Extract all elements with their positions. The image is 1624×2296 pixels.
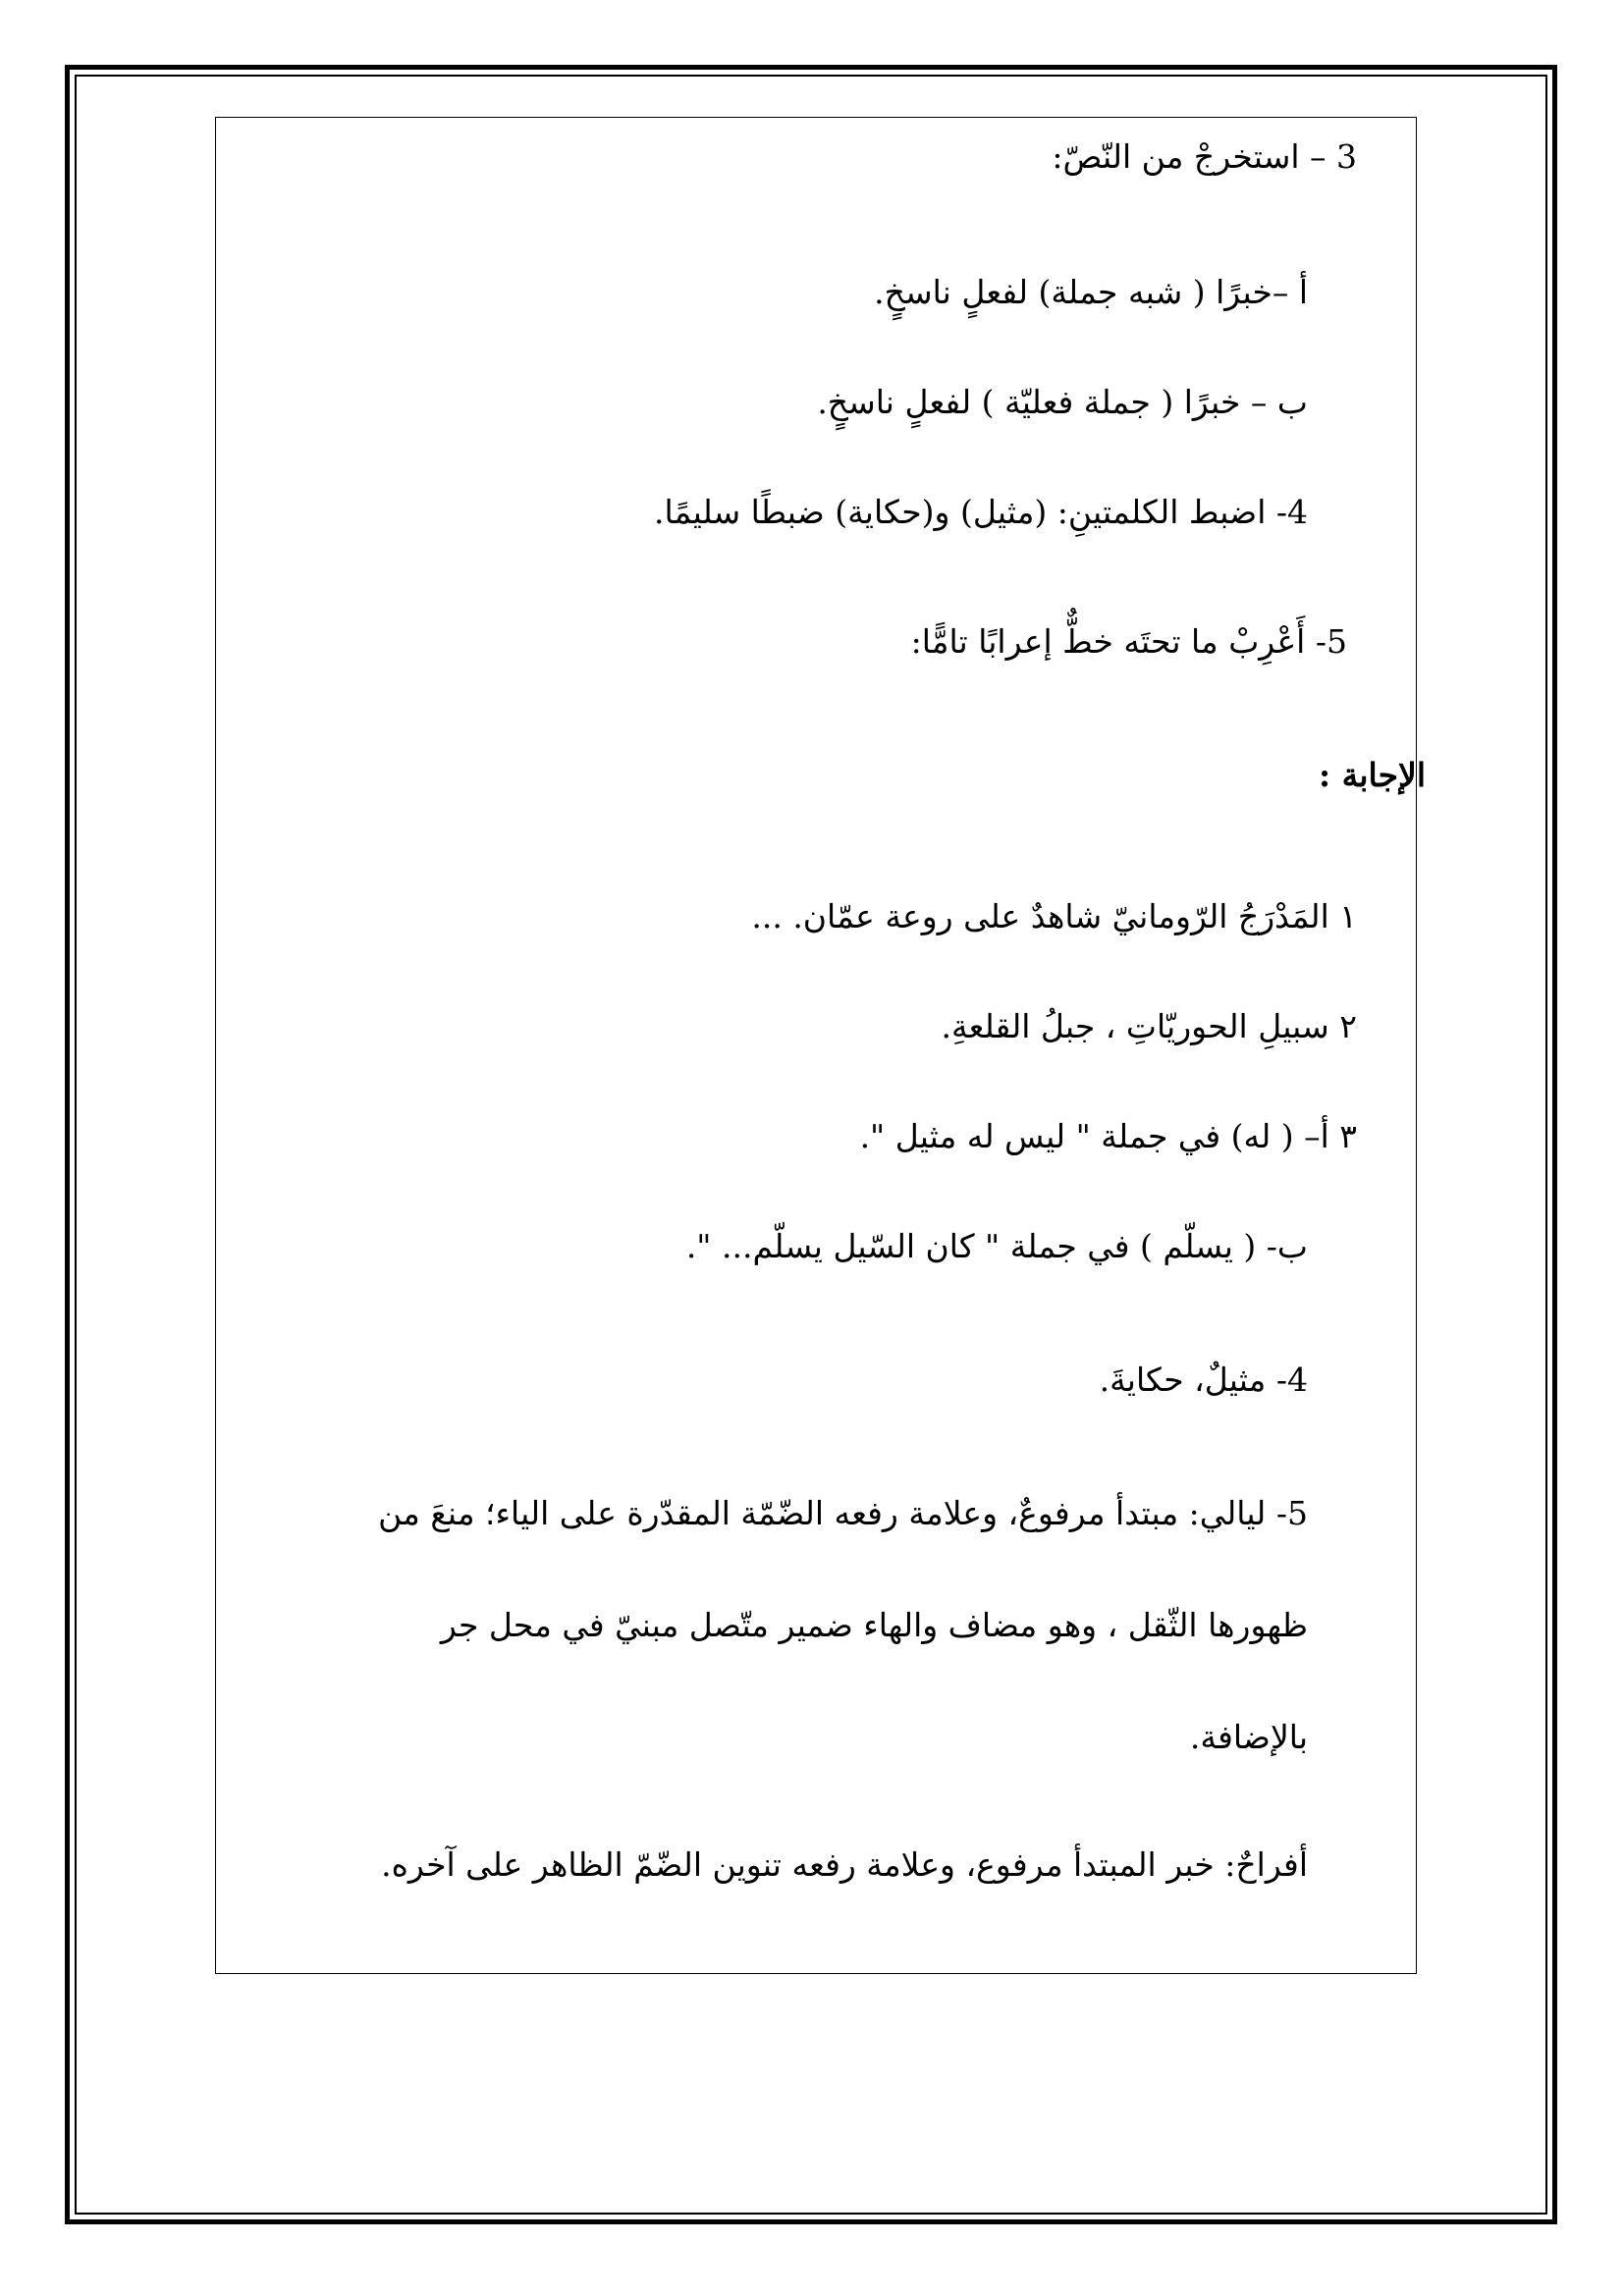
content-box (215, 117, 1426, 1974)
question-3-title: 3 – استخرجْ من النّصّ: (1052, 137, 1357, 176)
answer-1: ١ المَدْرَجُ الرّومانيّ شاهدٌ على روعة عمّان. ... (751, 897, 1357, 935)
answer-2: ٢ سبيلِ الحوريّاتِ ، جبلُ القلعةِ. (941, 1007, 1357, 1045)
answer-3-part-a: ٣ أ– ( له) في جملة " ليس له مثيل ". (859, 1117, 1357, 1155)
answer-5-line-1: 5- ليالي: مبتدأ مرفوعٌ، وعلامة رفعه الضّمّة المقدّرة على الياء؛ منعَ من (378, 1494, 1308, 1532)
answer-5-line-3: بالإضافة. (1189, 1718, 1308, 1756)
answer-5-line-4: أفراحٌ: خبر المبتدأ مرفوع، وعلامة رفعه تنوين الضّمّ الظاهر على آخره. (381, 1845, 1308, 1884)
question-5: 5- أَعْرِبْ ما تحتَه خطٌّ إعرابًا تامًّا: (910, 622, 1347, 661)
answer-4: 4- مثيلٌ، حكايةَ. (1099, 1361, 1308, 1399)
answer-5-line-2: ظهورها الثّقل ، وهو مضاف والهاء ضمير متّصل مبنيّ في محل جر (440, 1606, 1308, 1644)
answer-3-part-b: ب- ( يسلّم ) في جملة " كان السّيل يسلّم... ". (685, 1227, 1308, 1265)
answers-heading: الإجابة : (1319, 756, 1426, 794)
question-4: 4- اضبط الكلمتينِ: (مثيل) و(حكاية) ضبطًا سليمًا. (654, 493, 1308, 531)
question-3-part-b: ب – خبرًا ( جملة فعليّة ) لفعلٍ ناسخٍ. (817, 383, 1308, 421)
question-3-part-a: أ –خبرًا ( شبه جملة) لفعلٍ ناسخٍ. (874, 273, 1308, 311)
